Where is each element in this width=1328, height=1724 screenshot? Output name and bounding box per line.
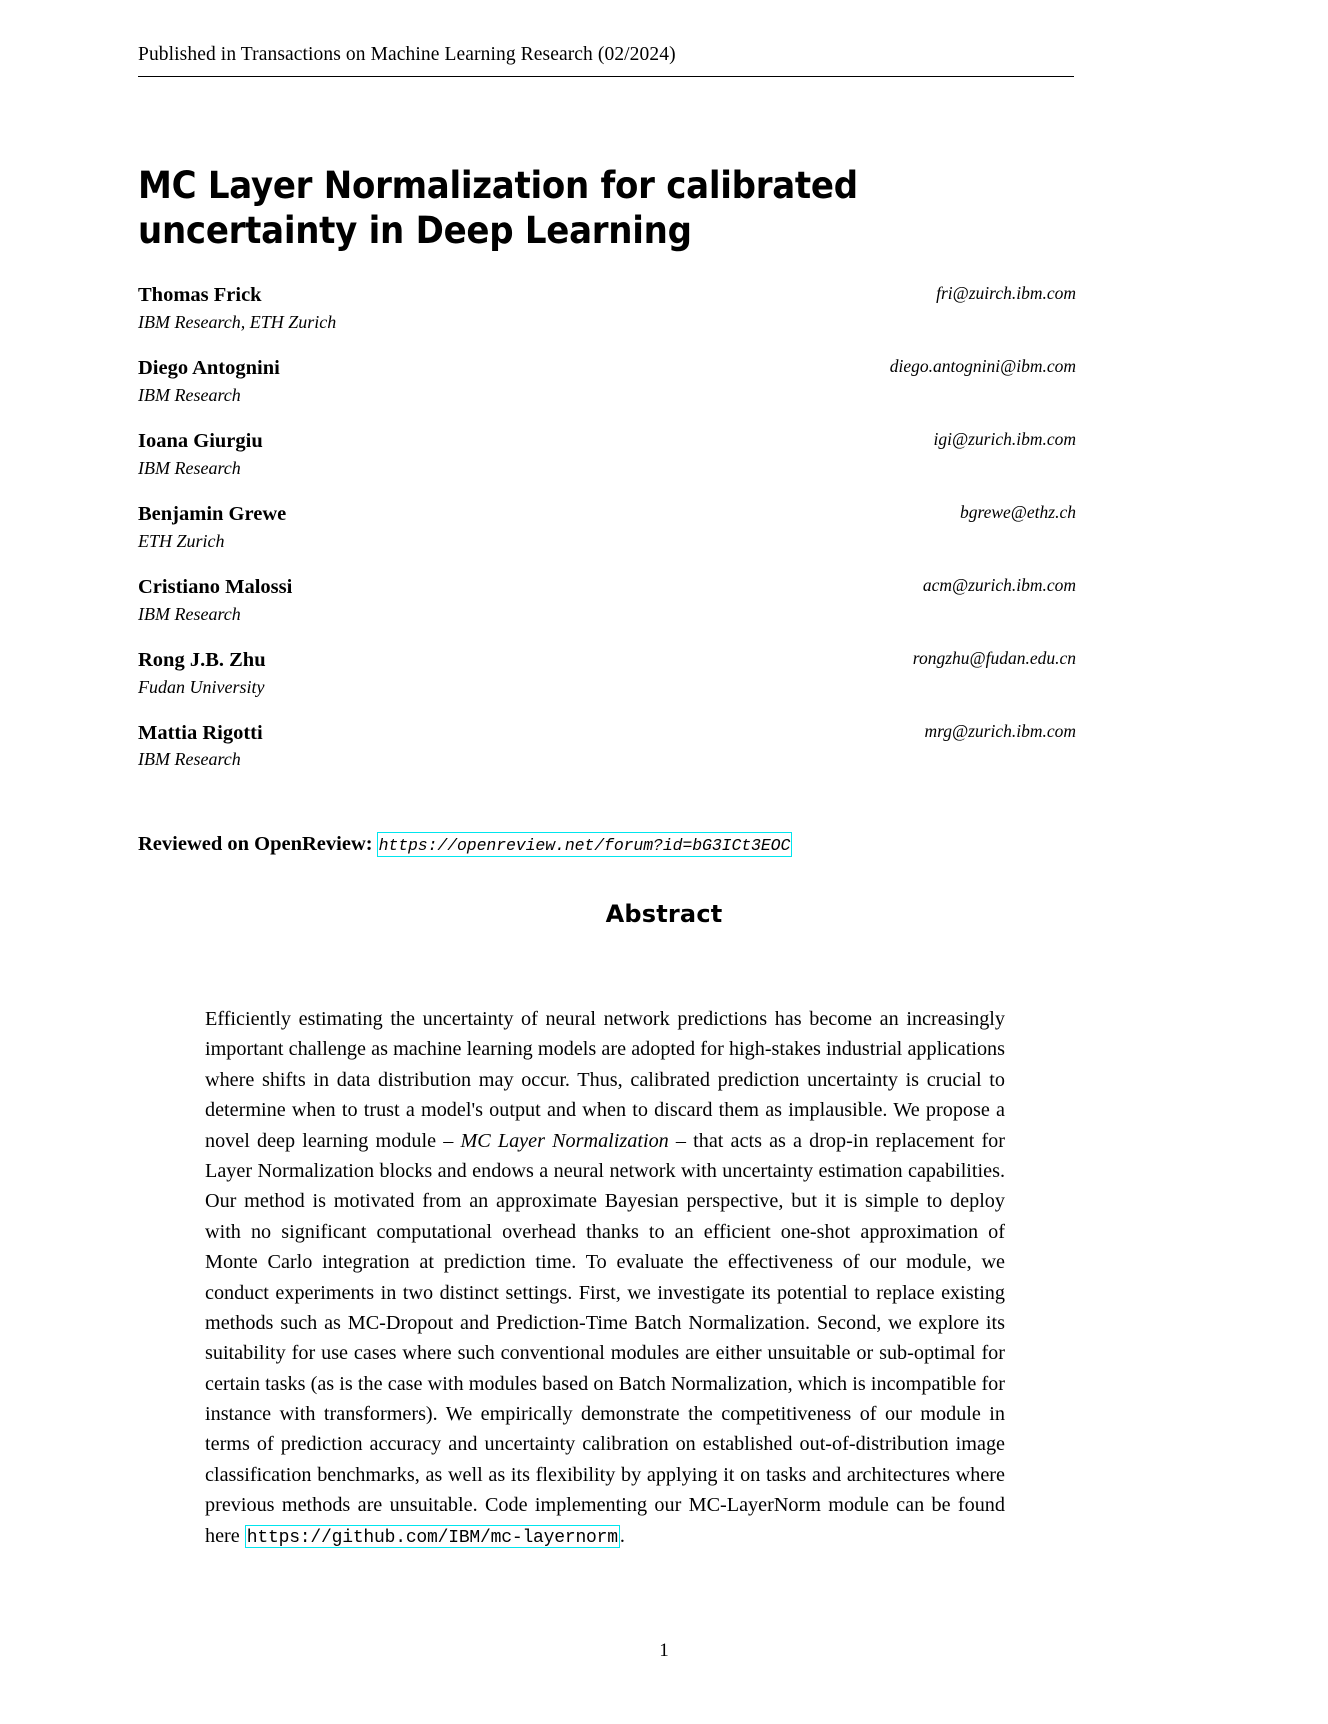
author-name: Mattia Rigotti (138, 721, 263, 744)
abstract-part-1: Efficiently estimating the uncertainty of neural network predictions has become an increasingly important challenge as machine learning models are adopted for high-stakes industrial applications where shifts in data distribution may occur. Thus, calibrated prediction uncertainty is crucial to determine when to trust a model's output and when to discard them as implausible. We propose a novel deep learning module – (205, 1008, 1005, 1152)
abstract-emphasis: MC Layer Normalization (460, 1129, 669, 1152)
author-entry (138, 355, 1076, 407)
author-entry (138, 282, 1076, 334)
abstract-text (205, 1004, 1005, 1551)
author-email: acm@zurich.ibm.com (922, 574, 1076, 595)
author-affiliation: IBM Research (138, 384, 241, 405)
page-title: MC Layer Normalization for calibrated uncertainty in Deep Learning (138, 163, 858, 252)
github-code-link[interactable] (245, 1525, 620, 1548)
author-entry (138, 428, 1076, 480)
author-email: bgrewe@ethz.ch (959, 501, 1076, 522)
author-email: mrg@zurich.ibm.com (924, 720, 1076, 741)
author-name: Ioana Giurgiu (138, 429, 263, 452)
author-email: igi@zurich.ibm.com (933, 428, 1076, 449)
abstract-part-2: – that acts as a drop-in replacement for Layer Normalization blocks and endows a neural network with uncertainty estimation capabilities. Our method is motivated from an approximate Bayesian perspective, but it is simple to deploy with no significant computational overhead thanks to an efficient one-shot approximation of Monte Carlo integration at prediction time. To evaluate the effectiveness of our module, we conduct experiments in two distinct settings. First, we investigate its potential to replace existing methods such as MC-Dropout and Prediction-Time Batch Normalization. Second, we explore its suitability for use cases where such conventional modules are either unsuitable or sub-optimal for certain tasks (as is the case with modules based on Batch Normalization, which is incompatible for instance with transformers). We empirically demonstrate the competitiveness of our module in terms of prediction accuracy and uncertainty calibration on established out-of-distribution image classification benchmarks, as well as its flexibility by applying it on tasks and architectures where previous methods are unsuitable. Code implementing our MC-LayerNorm module can be found here (205, 1129, 1005, 1547)
openreview-link-text: https://openreview.net/forum?id=bG3ICt3EOC (378, 836, 791, 855)
author-entry (138, 501, 1076, 553)
author-name: Rong J.B. Zhu (138, 648, 266, 671)
author-affiliation: IBM Research, ETH Zurich (138, 311, 337, 332)
author-affiliation: IBM Research (138, 457, 241, 478)
author-affiliation: ETH Zurich (138, 530, 225, 551)
author-affiliation: IBM Research (138, 749, 241, 770)
author-name: Thomas Frick (138, 284, 262, 306)
author-entry (138, 647, 1076, 699)
author-name: Diego Antognini (138, 356, 280, 379)
author-list (138, 282, 1076, 793)
running-header: Published in Transactions on Machine Learning Research (02/2024) (138, 44, 676, 65)
author-email: diego.antognini@ibm.com (889, 355, 1076, 376)
header-rule (138, 76, 1074, 77)
openreview-link[interactable] (377, 832, 793, 857)
author-entry (138, 720, 1076, 772)
author-affiliation: IBM Research (138, 603, 241, 624)
author-email: fri@zuirch.ibm.com (936, 283, 1076, 303)
page-number: 1 (659, 1640, 669, 1661)
author-email: rongzhu@fudan.edu.cn (912, 647, 1076, 668)
abstract-part-3: . (619, 1524, 625, 1547)
github-code-link-text: https://github.com/IBM/mc-layernorm (246, 1527, 618, 1548)
abstract-heading: Abstract (605, 900, 723, 928)
author-affiliation: Fudan University (138, 676, 265, 697)
author-entry (138, 574, 1076, 626)
author-name: Benjamin Grewe (138, 502, 287, 525)
reviewed-on-openreview (138, 832, 792, 857)
author-name: Cristiano Malossi (138, 575, 293, 598)
reviewed-label: Reviewed on OpenReview: (138, 833, 373, 855)
